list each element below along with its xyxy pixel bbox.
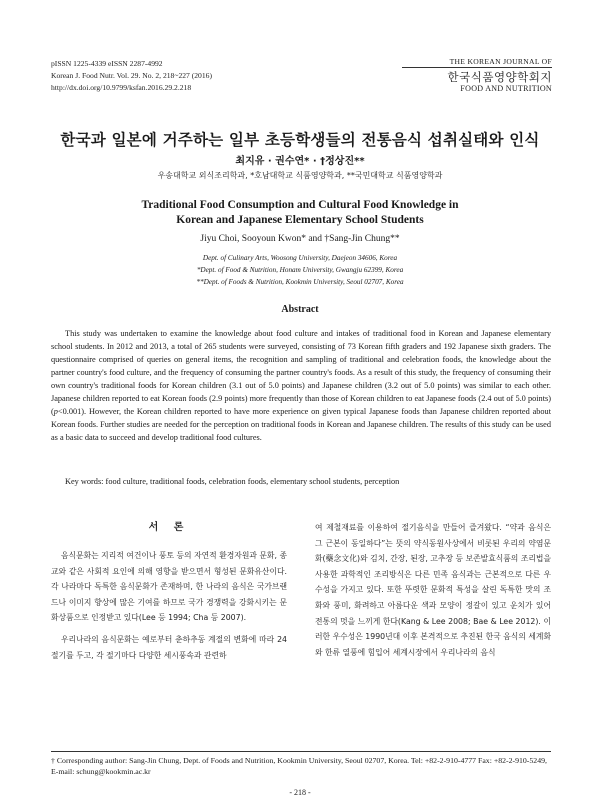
- keywords: Key words: food culture, traditional foods, celebration foods, elementary school students, perception: [65, 477, 400, 486]
- english-title: [0, 198, 600, 228]
- journal-logo-en-top: THE KOREAN JOURNAL OF: [449, 57, 552, 66]
- corresponding-author-footnote: † Corresponding author: Sang-Jin Chung, Dept. of Foods and Nutrition, Kookmin University, Seoul 02707, Korea. Tel: +82-2-910-4777 Fax: +82-2-910-5249, E-mail: schung@kookmin.ac.kr: [51, 756, 547, 776]
- abstract-body: [51, 327, 551, 444]
- affiliation-3: **Dept. of Foods & Nutrition, Kookmin University, Seoul 02707, Korea: [196, 278, 404, 286]
- body-paragraph: 우리나라의 음식문화는 예로부터 춘하추동 계절의 변화에 따라 24절기를 두고, 각 절기마다 다양한 세시풍속과 관련하: [51, 634, 287, 660]
- korean-title: 한국과 일본에 거주하는 일부 초등학생들의 전통음식 섭취실태와 인식: [60, 131, 540, 149]
- affiliation-2: *Dept. of Food & Nutrition, Honam University, Gwangju 62399, Korea: [196, 266, 404, 274]
- korean-authors: 최지유 · 권수연* · †정상진**: [235, 156, 365, 167]
- body-column-right: [315, 520, 551, 666]
- footnote-divider: [51, 751, 551, 752]
- body-column-left: [51, 520, 287, 669]
- issn-line: pISSN 1225-4339 eISSN 2287-4992: [51, 59, 163, 68]
- english-title-line2: Korean and Japanese Elementary School Students: [176, 214, 424, 226]
- body-paragraph: 여 제철재료를 이용하여 절기음식을 만들어 즐겨왔다. “약과 음식은 그 근본이 동일하다”는 뜻의 약식동원사상에서 비롯된 우리의 약염문화(藥念文化)와 김치, 간장, 된장, 고추장 등 보존발효식품의 조리법을 사용한 과학적인 조리방식은 다른 민족 음식과는 근본적으로 다른 우수성을 가지고 있다. 또한 뚜렷한 문화적 특성을 살린 독특한 맛의 조화와 풍미, 화려하고 아름다운 색과 모양이 정갈이 있고 운치가 있어 전통의 멋을 느끼게 한다(Kang & Lee 2008; Bae & Lee 2012). 이러한 우수성은 1990년대 이후 본격적으로 추진된 한국 음식의 세계화와 한류 열풍에 힘입어 세계시장에서 우리나라의 음식: [315, 523, 551, 657]
- doi-link[interactable]: http://dx.doi.org/10.9799/ksfan.2016.29.2.218: [51, 83, 192, 92]
- journal-citation-block: [51, 58, 212, 94]
- english-authors: Jiyu Choi, Sooyoun Kwon* and †Sang-Jin Chung**: [200, 234, 400, 244]
- page-number: - 218 -: [289, 788, 311, 797]
- abstract-p-value: p: [53, 407, 58, 416]
- korean-affiliations: 우송대학교 외식조리학과, *호남대학교 식품영양학과, **국민대학교 식품영양학과: [157, 171, 443, 180]
- citation-line: Korean J. Food Nutr. Vol. 29. No. 2, 218~227 (2016): [51, 71, 212, 80]
- english-title-line1: Traditional Food Consumption and Cultural Food Knowledge in: [141, 199, 459, 211]
- abstract-text-part2: <0.001). However, the Korean children reported to have more experience on given typical Japanese foods than Japanese children reported about Korean foods. Further studies are needed for the perception on traditional foods in Korean and Japanese children. The results of this study can be used as a basic data to succeed and develop traditional food cultures.: [51, 407, 551, 442]
- body-paragraph: 음식문화는 지리적 여건이나 풍토 등의 자연적 환경자원과 문화, 종교와 같은 사회적 요인에 의해 영향을 받으면서 형성된 문화유산이다. 각 나라마다 독특한 음식문화가 존재하며, 한 나라의 음식은 국가브랜드나 이미지 향상에 많은 기여를 하므로 국가 경쟁력을 강화시키는 문화상품으로 인정받고 있다(Lee 등 1994; Cha 등 2007).: [51, 551, 287, 623]
- journal-logo-kr: 한국식품영양학회지: [402, 67, 552, 84]
- affiliation-1: Dept. of Culinary Arts, Woosong University, Daejeon 34606, Korea: [202, 254, 398, 262]
- abstract-text-part1: This study was undertaken to examine the knowledge about food culture and intakes of traditional food in Korean and Japanese elementary school students. In 2012 and 2013, a total of 265 students were surveyed, consisting of 73 Korean fifth graders and 192 Japanese sixth graders. The questionnaire comprised of queries on general items, the recognition and sampling of traditional and celebration foods, the knowledge about the partner country's food culture, and the frequency of consuming the partner country's foods. As a result of this study, the frequency of consuming their own country's traditional foods for Korean children (3.1 out of 5.0 points) and Japanese children (3.2 out of 5.0 points) was similar to each other. Japanese children reported to eat Korean foods (2.9 points) more frequently than those of Korean children to eat Japanese foods (2.4 out of 5.0 points) (: [51, 329, 551, 416]
- journal-logo-en-bottom: FOOD AND NUTRITION: [460, 84, 552, 93]
- abstract-heading: Abstract: [281, 304, 319, 315]
- journal-logo: [402, 57, 552, 94]
- english-affiliations: [0, 252, 600, 288]
- section-heading-introduction: 서 론: [148, 522, 190, 533]
